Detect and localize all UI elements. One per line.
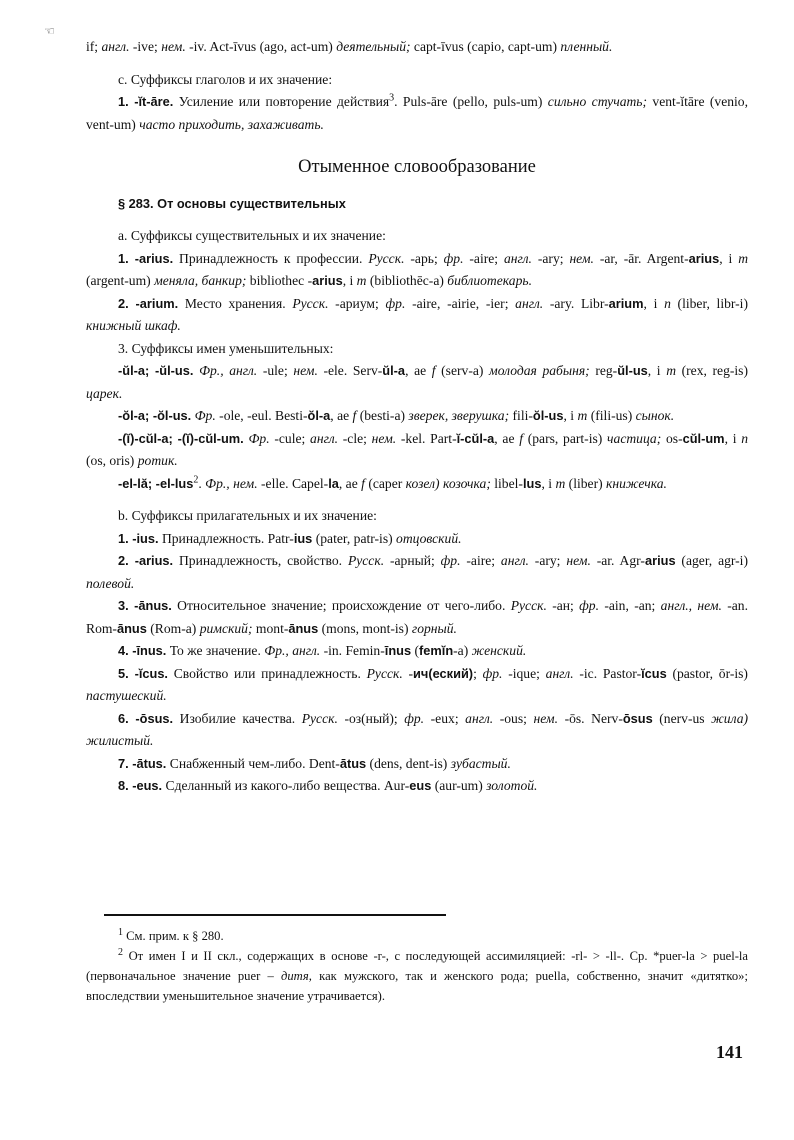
paragraph-diminutive-ella: -el-lă; -el-lus$^2$. Фр., нем. -elle. Capel-la, ae f (caper козел) козочка; libel-lus, i m (liber) книжечка. [118,473,667,491]
section-heading: Отыменное словообразование [298,157,536,177]
paragraph-adjective-suffix-5: 5. -ĭcus. Свойство или принадлежность. Русск. -ич(еский); фр. -ique; англ. -ic. Pastor-ĭcus (pastor, ōr-is) пастушеский. [86,665,748,703]
footnote-divider [104,914,446,916]
paragraph-adjective-suffix-8: 8. -eus. Сделанный из какого-либо вещества. Aur-eus (aur-um) золотой. [118,778,538,793]
paragraph-noun-suffixes-title: a. Суффиксы существительных и их значение: [118,228,386,243]
paragraph-noun-suffix-2: 2. -arium. Место хранения. Русск. -ариум; фр. -aire, -airie, -ier; англ. -ary. Libr-arium, i n (liber, libr-i) книжный шкаф. [86,295,748,333]
footnotes [86,926,748,1006]
page-number: 141 [716,1042,743,1062]
paragraph-verb-suffix-1: 1. -ĭt-āre. Усиление или повторение действия$^3$. Puls-āre (pello, puls-um) сильно стучать; vent-ĭtāre (venio, vent-um) часто приходить, захаживать. [86,92,748,132]
corner-mark: ☜ [44,24,55,38]
paragraph-adjective-suffix-6: 6. -ōsus. Изобилие качества. Русск. -оз(ный); фр. -eux; англ. -ous; нем. -ōs. Nerv-ōsus (nerv-us жила) жилистый. [86,710,749,748]
paragraph-diminutives-title: 3. Суффиксы имен уменьшительных: [118,340,334,356]
paragraph-adjective-suffix-3: 3. -ānus. Относительное значение; происхождение от чего-либо. Русск. -ан; фр. -ain, -an; англ., нем. -an. Rom-ānus (Rom-a) римский; mont-ānus (mons, mont-is) горный. [86,598,748,636]
paragraph-adjective-suffix-2: 2. -arius. Принадлежность, свойство. Русск. -арный; фр. -aire; англ. -ary; нем. -ar. Agr-arius (ager, agr-i) полевой. [86,553,748,591]
paragraph-verb-suffixes-title: с. Суффиксы глаголов и их значение: [118,71,333,87]
paragraph-noun-suffix-1: 1. -arius. Принадлежность к профессии. Русск. -арь; фр. -aire; англ. -ary; нем. -ar, -ār. Argent-arius, i m (argent-um) меняла, банкир; bibliothec -arius, i m (bibliothēc-a) библиотекарь. [86,250,749,288]
footnote-1: $^1$ См. прим. к § 280. [118,926,224,943]
paragraph-1: if; англ. -ive; нем. -iv. Act-īvus (ago, act-um) деятельный; capt-īvus (capio, capt-um) пленный. [86,39,613,54]
paragraph-adjective-suffix-1: 1. -ius. Принадлежность. Patr-ius (pater, patr-is) отцовский. [118,530,462,546]
section-title: § 283. От основы существительных [118,195,346,211]
paragraph-adjective-suffix-7: 7. -ātus. Снабженный чем-либо. Dent-ātus (dens, dent-is) зубастый. [118,755,511,771]
page-body [86,36,748,798]
footnote-2: $^2$ От имен I и II скл., содержащих в основе -r-, с последующей ассимиляцией: -rl- > -ll-. Ср. *puer-la > puel-la (первоначальное значение puer – дитя, как мужского, так и женского рода; puella, собственно, значит «дитятко»; впоследствии уменьшительное значение утрачивается). [86,946,748,1003]
paragraph-diminutive-ola: -ŏl-a; -ŏl-us. Фр. -ole, -eul. Besti-ŏl-a, ae f (besti-a) зверек, зверушка; fili-ŏl-us, i m (fili-us) сынок. [118,408,675,423]
paragraph-diminutive-cula: -(ĭ)-cŭl-a; -(ĭ)-cŭl-um. Фр. -cule; англ. -cle; нем. -kel. Part-ĭ-cŭl-a, ae f (pars, part-is) частица; os-cŭl-um, i n (os, oris) ротик. [86,430,748,468]
paragraph-diminutive-ula: -ŭl-a; -ŭl-us. Фр., англ. -ule; нем. -ele. Serv-ŭl-a, ae f (serv-a) молодая рабыня; reg-ŭl-us, i m (rex, reg-is) царек. [86,363,748,401]
paragraph-adjective-suffixes-title: b. Суффиксы прилагательных и их значение: [118,508,377,523]
paragraph-adjective-suffix-4: 4. -īnus. То же значение. Фр., англ. -in. Femin-īnus (femĭn-a) женский. [118,643,527,658]
